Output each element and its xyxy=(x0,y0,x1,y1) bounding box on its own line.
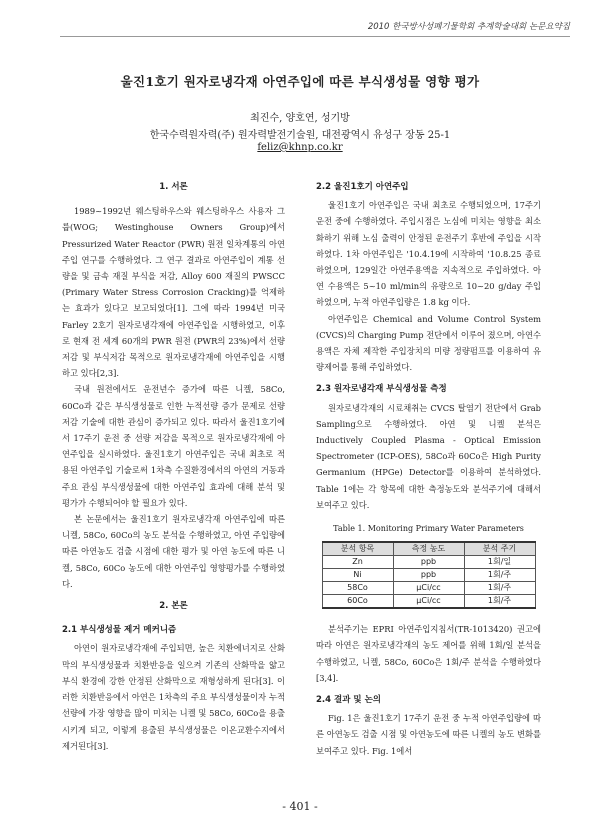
table-row xyxy=(322,595,535,609)
table-cell: 60Co xyxy=(322,595,393,609)
table-cell: 1회/주 xyxy=(464,582,535,595)
monitoring-table xyxy=(322,541,536,609)
right-column-top xyxy=(316,179,541,513)
table-cell: Ni xyxy=(322,569,393,582)
paper-authors: 최진수, 양호연, 성기방 xyxy=(250,113,350,124)
conference-header: 2010 한국방사성폐기물학회 추계학술대회 논문요약집 xyxy=(367,22,570,32)
paper-affiliation: 한국수력원자력(주) 원자력발전기술원, 대전광역시 유성구 장동 25-1 xyxy=(149,130,451,141)
table-cell: ppb xyxy=(393,556,464,569)
subsection-heading: 2.4 결과 및 논의 xyxy=(316,695,381,706)
paragraph: 원자로냉각재의 시료채취는 CVCS 탈염기 전단에서 Grab Sampling으로 수행하였다. 아연 및 니켈 분석은 Inductively Coupled Plasma - Optical Emission Spectrometer (ICP-OES), 58Co과 60Co은 High Purity Germanium (HPGe) Detector를 이용하여 분석하였다. Table 1에는 각 항목에 대한 측정농도와 분석주기에 대해서 보여주고 있다. xyxy=(316,402,541,510)
table-header-cell: 분석 주기 xyxy=(464,542,535,556)
paragraph: 울진1호기 아연주입은 국내 최초로 수행되었으며, 17주기 운전 중에 수행하였다. 주입시점은 노심에 미치는 영향을 최소화하기 위해 노심 출력이 안정된 운전주기 후반에 주입을 시작하였다. 1차 아연주입은 '10.4.19에 시작하여 '10.8.25 종료하였으며, 129일간 아연주용액을 지속적으로 주입하였다. 아연 수용액은 5~10 ml/min의 유량으로 10~20 g/day 주입하였으며, 누적 아연주입량은 1.8 kg 이다. xyxy=(316,200,541,308)
table-cell: 1회/주 xyxy=(464,595,535,609)
table-cell: ppb xyxy=(393,569,464,582)
paragraph: 본 논문에서는 울진1호기 원자로냉각재 아연주입에 따른 니켈, 58Co, 60Co의 농도 분석을 수행하였고, 아연 주입량에 따른 아연농도 검출 시점에 대한 평가 및 아연 농도에 따른 니켈, 58Co, 60Co 농도에 대한 아연주입 영향평가를 수행하였다. xyxy=(62,514,285,589)
paragraph: 아연주입은 Chemical and Volume Control System (CVCS)의 Charging Pump 전단에서 이루어 졌으며, 아연수용액은 자체 제작한 주입장치의 미량 정량펌프를 이용하여 유량제어를 통해 주입하였다. xyxy=(316,313,541,373)
subsection-heading: 2.2 울진1호기 아연주입 xyxy=(316,182,409,192)
paragraph: 1989~1992년 웨스팅하우스와 웨스팅하우스 사용자 그룹(WOG; Westinghouse Owners Group)에서 Pressurized Water Reactor (PWR) 원전 일차계통의 아연주입 연구를 수행하였다. 그 연구 결과로 아연주입이 계통 선량을 및 금속 재질 부식을 저감, Alloy 600 재질의 PWSCC (Primary Water Stress Corrosion Cracking)를 억제하는 효과가 있다고 보고되었다[1]. 그에 따라 1994년 미국 Farley 2호기 원자로냉각재에 아연주입을 시행하였고, 이후로 현재 전 세계 60개의 PWR 원전 (PWR의 23%)에서 선량저감 및 부식저감 목적으로 원자로냉각재에 아연주입을 시행하고 있다[2,3]. xyxy=(62,206,285,379)
paragraph: Fig. 1은 울진1호기 17주기 운전 중 누적 아연주입량에 따른 아연농도 검출 시점 및 아연농도에 따른 니켈의 농도 변화를 보여주고 있다. Fig. 1에서 xyxy=(316,713,541,756)
right-column xyxy=(316,173,541,759)
table-cell: 1회/일 xyxy=(464,556,535,569)
table-cell: 58Co xyxy=(322,582,393,595)
right-column-bottom xyxy=(316,621,541,759)
table-row xyxy=(322,569,535,582)
table-row xyxy=(322,556,535,569)
table-cell: μCi/cc xyxy=(393,582,464,595)
subsection-heading: 2.3 원자로냉각재 부식생성물 측정 xyxy=(316,384,447,395)
paragraph: 분석주기는 EPRI 아연주입지침서(TR-1013420) 권고에 따라 아연은 원자로냉각재의 농도 제어를 위해 1회/일 분석을 수행하였고, 니켈, 58Co, 60Co은 1회/주 분석을 수행하였다[3,4]. xyxy=(316,624,541,683)
paragraph: 아연이 원자로냉각재에 주입되면, 높은 치환에너지로 산화막의 부식생성물과 치환반응을 일으켜 기존의 산화막을 얇고 부식 환경에 강한 안정된 산화막으로 재형성하게 된다[3]. 이러한 치환반응에서 아연은 1차측의 주요 부식생성물이자 누적선량에 가장 영향을 많이 미치는 니켈 및 58Co, 60Co을 용출시키게 되고, 이렇게 용출된 부식생성물은 이온교환수지에서 제거된다[3]. xyxy=(62,643,285,751)
page-number: - 401 - xyxy=(282,800,318,813)
table-row xyxy=(322,582,535,595)
table-header-cell: 분석 항목 xyxy=(322,542,393,556)
paper-title: 울진1호기 원자로냉각재 아연주입에 따른 부식생성물 영향 평가 xyxy=(120,74,480,89)
left-column xyxy=(62,173,285,754)
section-heading: 1. 서론 xyxy=(159,182,188,192)
table-cell: μCi/cc xyxy=(393,595,464,609)
paragraph: 국내 원전에서도 운전년수 증가에 따른 니켈, 58Co, 60Co과 같은 부식생성물로 인한 누적선량 증가 문제로 선량저감 기술에 대한 관심이 증가되고 있다. 따라서 울진1호기에서 17주기 운전 중 선량 저감을 목적으로 원자로냉각재에 아연주입을 실시하였다. 울진1호기 아연주입은 국내 최초로 적용된 아연주입 기술로써 1차측 수질환경에서의 아연의 거동과 주요 관심 부식생성물에 대한 아연주입 효과에 대해 분석 및 평가가 수행되어야 할 필요가 있다. xyxy=(62,384,285,508)
subsection-heading: 2.1 부식생성물 제거 메커니즘 xyxy=(62,625,177,636)
header-rule xyxy=(60,36,570,37)
table-cell: 1회/주 xyxy=(464,569,535,582)
table-caption: Table 1. Monitoring Primary Water Parameters xyxy=(333,524,524,534)
author-email[interactable]: feliz@khnp.co.kr xyxy=(257,142,343,153)
table-header-cell: 측정 농도 xyxy=(393,542,464,556)
section-heading: 2. 본론 xyxy=(159,601,188,612)
table-cell: Zn xyxy=(322,556,393,569)
